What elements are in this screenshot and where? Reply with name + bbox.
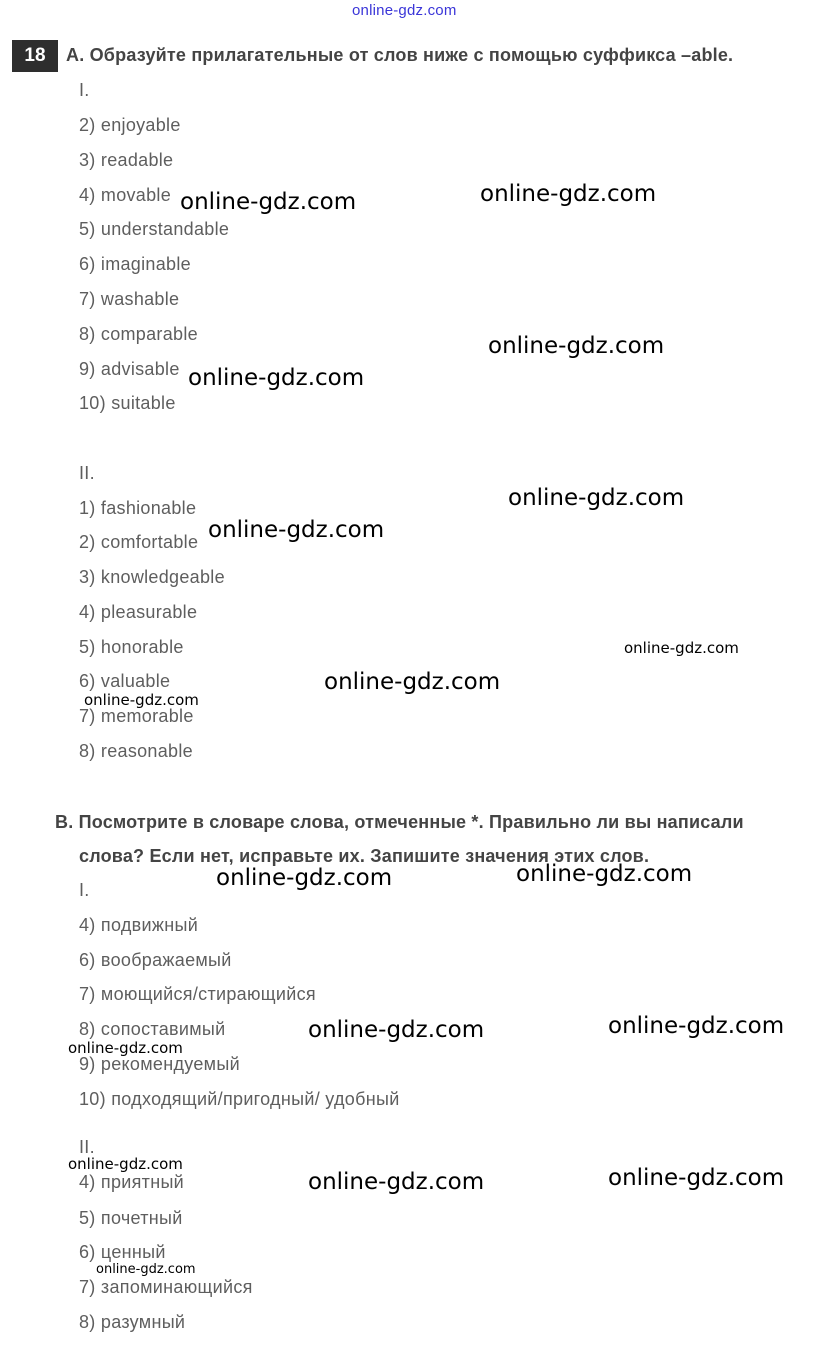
section-a-title: A. Образуйте прилагательные от слов ниже с помощью суффикса –able. [66, 45, 734, 65]
watermark: online-gdz.com [216, 865, 393, 891]
answer-line: 7) запоминающийся [79, 1277, 253, 1297]
answer-line: 7) washable [79, 289, 180, 309]
watermark: online-gdz.com [608, 1013, 785, 1039]
section-b-title-line1: B. Посмотрите в словаре слова, отмеченные *. Правильно ли вы написали [55, 812, 744, 832]
answer-line: 2) comfortable [79, 532, 199, 552]
answer-line: 2) enjoyable [79, 115, 181, 135]
top-watermark: online-gdz.com [352, 2, 457, 19]
section-a-part2-label: II. [79, 463, 95, 483]
watermark: online-gdz.com [208, 517, 385, 543]
watermark: online-gdz.com [68, 1155, 183, 1173]
answer-line: 1) fashionable [79, 498, 197, 518]
section-b-part1-label: I. [79, 880, 90, 900]
watermark: online-gdz.com [508, 485, 685, 511]
answer-line: 4) movable [79, 185, 172, 205]
watermark: online-gdz.com [480, 181, 657, 207]
answer-line: 4) приятный [79, 1172, 185, 1192]
answer-line: 6) valuable [79, 671, 171, 691]
answer-line: 7) memorable [79, 706, 194, 726]
watermark: online-gdz.com [488, 333, 665, 359]
watermark: online-gdz.com [96, 1262, 196, 1277]
answer-line: 5) understandable [79, 219, 230, 239]
watermark: online-gdz.com [68, 1039, 183, 1057]
watermark: online-gdz.com [608, 1165, 785, 1191]
answer-line: 4) подвижный [79, 915, 199, 935]
answer-line: 3) knowledgeable [79, 567, 225, 587]
answer-line: 9) advisable [79, 359, 180, 379]
answer-line: 8) сопоставимый [79, 1019, 226, 1039]
answer-line: 7) моющийся/стирающийся [79, 984, 316, 1004]
section-b-part2-label: II. [79, 1137, 95, 1157]
answer-line: 10) suitable [79, 393, 176, 413]
watermark: online-gdz.com [84, 691, 199, 709]
section-b-title-line2: слова? Если нет, исправьте их. Запишите значения этих слов. [79, 846, 650, 866]
answer-line: 8) reasonable [79, 741, 193, 761]
task-number-badge: 18 [12, 40, 58, 72]
answer-line: 8) comparable [79, 324, 198, 344]
answer-line: 9) рекомендуемый [79, 1054, 240, 1074]
answer-line: 6) воображаемый [79, 950, 232, 970]
answer-line: 5) honorable [79, 637, 184, 657]
watermark: online-gdz.com [324, 669, 501, 695]
section-a-part1-label: I. [79, 80, 90, 100]
watermark: online-gdz.com [188, 365, 365, 391]
answer-line: 6) ценный [79, 1242, 166, 1262]
watermark: online-gdz.com [308, 1169, 485, 1195]
answer-line: 8) разумный [79, 1312, 186, 1332]
watermark: online-gdz.com [308, 1017, 485, 1043]
answer-line: 10) подходящий/пригодный/ удобный [79, 1089, 400, 1109]
answer-line: 4) pleasurable [79, 602, 198, 622]
answer-line: 3) readable [79, 150, 174, 170]
watermark: online-gdz.com [180, 189, 357, 215]
answer-line: 6) imaginable [79, 254, 191, 274]
watermark: online-gdz.com [624, 639, 739, 657]
answer-line: 5) почетный [79, 1208, 183, 1228]
watermark: online-gdz.com [516, 861, 693, 887]
